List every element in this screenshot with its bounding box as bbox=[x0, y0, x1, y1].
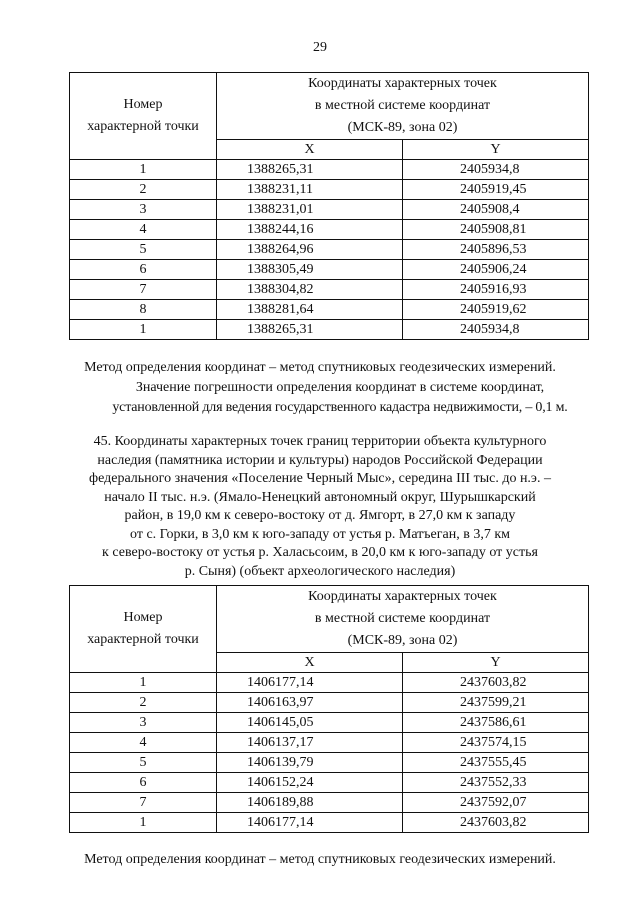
x-coordinate-cell: 1406177,14 bbox=[217, 673, 403, 693]
section-line: к северо-востоку от устья р. Халасьсоим, в 20,0 км к юго-западу от устья bbox=[102, 545, 538, 560]
table-row bbox=[70, 260, 589, 280]
coordinates-table-2 bbox=[69, 585, 589, 833]
x-coordinate-cell: 1406163,97 bbox=[217, 693, 403, 713]
y-coordinate-cell: 2437555,45 bbox=[403, 753, 589, 773]
header-line: характерной точки bbox=[87, 119, 199, 134]
header-line: в местной системе координат bbox=[314, 611, 491, 626]
y-header: Y bbox=[403, 653, 589, 673]
y-coordinate-cell: 2437592,07 bbox=[403, 793, 589, 813]
point-number-cell: 5 bbox=[70, 240, 217, 260]
point-number-cell: 5 bbox=[70, 753, 217, 773]
section-line: 45. Координаты характерных точек границ территории объекта культурного bbox=[93, 434, 547, 449]
x-coordinate-cell: 1388265,31 bbox=[217, 160, 403, 180]
table-header-row bbox=[70, 586, 589, 653]
table-row bbox=[70, 733, 589, 753]
x-coordinate-cell: 1388304,82 bbox=[217, 280, 403, 300]
point-number-cell: 7 bbox=[70, 280, 217, 300]
y-coordinate-cell: 2405908,4 bbox=[403, 200, 589, 220]
x-header: X bbox=[217, 140, 403, 160]
point-number-header bbox=[70, 586, 217, 673]
header-line: (МСК-89, зона 02) bbox=[347, 120, 458, 135]
header-line: характерной точки bbox=[87, 632, 199, 647]
y-coordinate-cell: 2405934,8 bbox=[403, 160, 589, 180]
point-number-cell: 2 bbox=[70, 180, 217, 200]
y-header: Y bbox=[403, 140, 589, 160]
y-coordinate-cell: 2405919,45 bbox=[403, 180, 589, 200]
y-coordinate-cell: 2405908,81 bbox=[403, 220, 589, 240]
y-coordinate-cell: 2437586,61 bbox=[403, 713, 589, 733]
table-header-row bbox=[70, 73, 589, 140]
x-coordinate-cell: 1406152,24 bbox=[217, 773, 403, 793]
table-row bbox=[70, 693, 589, 713]
y-coordinate-cell: 2437574,15 bbox=[403, 733, 589, 753]
header-line: Координаты характерных точек bbox=[308, 589, 497, 604]
table-row bbox=[70, 320, 589, 340]
point-number-cell: 8 bbox=[70, 300, 217, 320]
section-line: начало II тыс. н.э. (Ямало-Ненецкий автономный округ, Шурышкарский bbox=[104, 489, 536, 505]
point-number-cell: 3 bbox=[70, 713, 217, 733]
section-line: от с. Горки, в 3,0 км к юго-западу от устья р. Матъеган, в 3,7 км bbox=[130, 526, 510, 542]
table-row bbox=[70, 813, 589, 833]
table-row bbox=[70, 240, 589, 260]
x-coordinate-cell: 1388265,31 bbox=[217, 320, 403, 340]
x-coordinate-cell: 1388244,16 bbox=[217, 220, 403, 240]
accuracy-note-line: установленной для ведения государственного кадастра недвижимости, – 0,1 м. bbox=[112, 400, 568, 415]
y-coordinate-cell: 2437603,82 bbox=[403, 673, 589, 693]
y-coordinate-cell: 2405906,24 bbox=[403, 260, 589, 280]
point-number-cell: 1 bbox=[70, 673, 217, 693]
x-coordinate-cell: 1406177,14 bbox=[217, 813, 403, 833]
table-row bbox=[70, 280, 589, 300]
table-row bbox=[70, 753, 589, 773]
table-row bbox=[70, 673, 589, 693]
coordinates-table-1 bbox=[69, 72, 589, 340]
x-coordinate-cell: 1388264,96 bbox=[217, 240, 403, 260]
coords-header bbox=[217, 73, 589, 140]
table-row bbox=[70, 773, 589, 793]
x-coordinate-cell: 1406189,88 bbox=[217, 793, 403, 813]
y-coordinate-cell: 2405919,62 bbox=[403, 300, 589, 320]
header-line: в местной системе координат bbox=[314, 98, 491, 113]
header-line: Координаты характерных точек bbox=[308, 76, 497, 91]
y-coordinate-cell: 2437603,82 bbox=[403, 813, 589, 833]
table-row bbox=[70, 220, 589, 240]
x-header: X bbox=[217, 653, 403, 673]
table-body bbox=[70, 160, 589, 340]
section-line: район, в 19,0 км к северо-востоку от д. Ямгорт, в 27,0 км к западу bbox=[124, 508, 516, 523]
x-coordinate-cell: 1406145,05 bbox=[217, 713, 403, 733]
point-number-cell: 1 bbox=[70, 160, 217, 180]
section-line: наследия (памятника истории и культуры) народов Российской Федерации bbox=[97, 452, 543, 468]
point-number-cell: 6 bbox=[70, 260, 217, 280]
table-row bbox=[70, 793, 589, 813]
table-row bbox=[70, 713, 589, 733]
point-number-cell: 2 bbox=[70, 693, 217, 713]
point-number-header bbox=[70, 73, 217, 160]
y-coordinate-cell: 2405934,8 bbox=[403, 320, 589, 340]
header-line: Номер bbox=[123, 610, 163, 625]
coords-header bbox=[217, 586, 589, 653]
table-row bbox=[70, 160, 589, 180]
accuracy-note-line: Значение погрешности определения координат в системе координат, bbox=[135, 380, 545, 395]
point-number-cell: 1 bbox=[70, 320, 217, 340]
section-line-last: р. Сыня) (объект археологического наследия) bbox=[184, 563, 456, 579]
x-coordinate-cell: 1388231,01 bbox=[217, 200, 403, 220]
point-number-cell: 4 bbox=[70, 733, 217, 753]
point-number-cell: 7 bbox=[70, 793, 217, 813]
header-line: Номер bbox=[123, 97, 163, 112]
x-coordinate-cell: 1388305,49 bbox=[217, 260, 403, 280]
point-number-cell: 4 bbox=[70, 220, 217, 240]
table-row bbox=[70, 180, 589, 200]
page-number: 29 bbox=[313, 40, 327, 55]
x-coordinate-cell: 1388231,11 bbox=[217, 180, 403, 200]
y-coordinate-cell: 2437599,21 bbox=[403, 693, 589, 713]
point-number-cell: 3 bbox=[70, 200, 217, 220]
method-note-2: Метод определения координат – метод спутниковых геодезических измерений. bbox=[84, 852, 556, 867]
y-coordinate-cell: 2437552,33 bbox=[403, 773, 589, 793]
method-note-1: Метод определения координат – метод спутниковых геодезических измерений. bbox=[84, 360, 556, 375]
x-coordinate-cell: 1406137,17 bbox=[217, 733, 403, 753]
y-coordinate-cell: 2405916,93 bbox=[403, 280, 589, 300]
y-coordinate-cell: 2405896,53 bbox=[403, 240, 589, 260]
table-row bbox=[70, 200, 589, 220]
x-coordinate-cell: 1388281,64 bbox=[217, 300, 403, 320]
point-number-cell: 1 bbox=[70, 813, 217, 833]
table-body bbox=[70, 673, 589, 833]
section-line: федерального значения «Поселение Черный Мыс», середина III тыс. до н.э. – bbox=[89, 471, 551, 486]
point-number-cell: 6 bbox=[70, 773, 217, 793]
header-line: (МСК-89, зона 02) bbox=[347, 633, 458, 648]
table-row bbox=[70, 300, 589, 320]
x-coordinate-cell: 1406139,79 bbox=[217, 753, 403, 773]
